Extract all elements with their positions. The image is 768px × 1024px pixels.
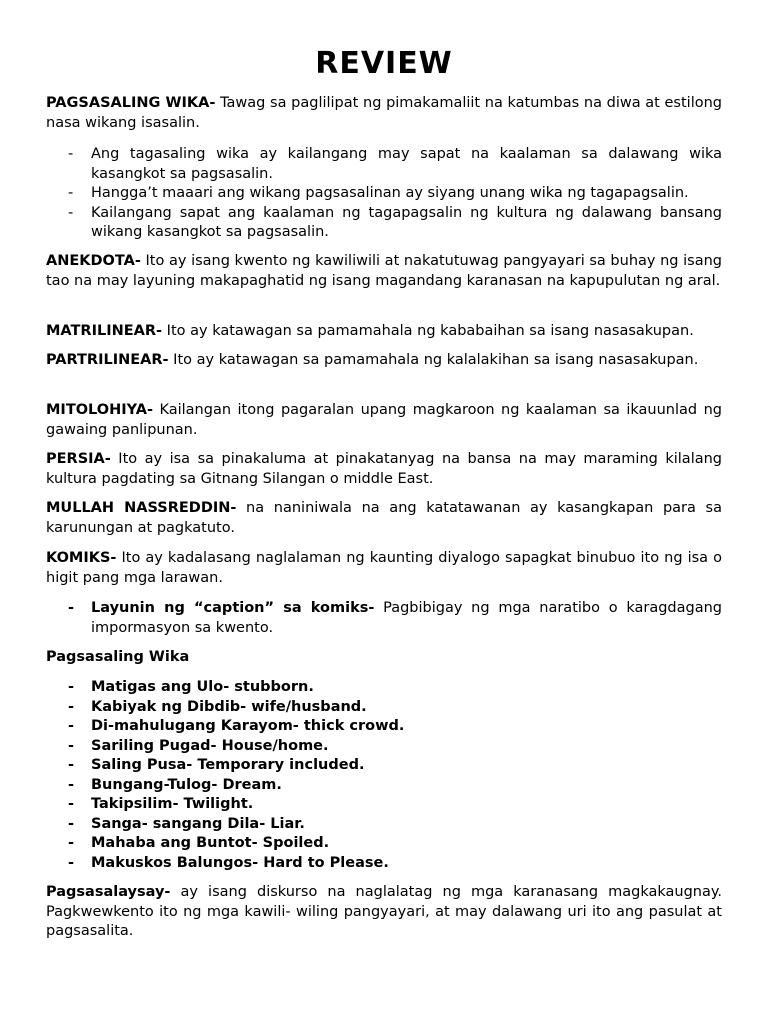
idioms-list xyxy=(46,678,722,873)
dash-marker: - xyxy=(68,815,75,832)
list-item-text: Ang tagasaling wika ay kailangang may sapat na kaalaman sa dalawang wika kasangkot sa pagsasalin. xyxy=(91,146,722,182)
definition-matrilinear xyxy=(46,322,722,342)
list-item xyxy=(46,204,722,243)
definition-komiks xyxy=(46,549,722,588)
list-item xyxy=(46,815,722,835)
definition-partrilinear xyxy=(46,351,722,371)
dash-marker: - xyxy=(68,718,75,734)
term-label: MULLAH NASSREDDIN- xyxy=(46,500,237,516)
dash-marker: - xyxy=(68,796,75,812)
dash-marker: - xyxy=(68,776,75,793)
dash-marker: - xyxy=(68,737,75,754)
list-item xyxy=(46,795,722,815)
definition-mitolohiya xyxy=(46,401,722,440)
list-item xyxy=(46,599,722,638)
section-heading: Pagsasaling Wika xyxy=(46,649,190,665)
list-item xyxy=(46,145,722,184)
list-item-text: Sanga- sangang Dila- Liar. xyxy=(91,815,305,832)
list-item xyxy=(46,184,722,204)
dash-marker: - xyxy=(68,854,75,871)
caption-term: Layunin ng “caption” sa komiks- xyxy=(91,600,375,616)
list-item-text: Di-mahulugang Karayom- thick crowd. xyxy=(91,718,405,734)
list-item-text: Hangga’t maaari ang wikang pagsasalinan ay siyang unang wika ng tagapagsalin. xyxy=(91,185,689,201)
definition-pagsasalaysay xyxy=(46,883,722,942)
term-label: PARTRILINEAR- xyxy=(46,352,169,368)
list-item-text: Sariling Pugad- House/home. xyxy=(91,737,329,754)
definition-mullah-nassreddin xyxy=(46,499,722,538)
list-item-text: Kabiyak ng Dibdib- wife/husband. xyxy=(91,698,367,715)
dash-marker: - xyxy=(68,146,74,162)
list-item-text: Mahaba ang Buntot- Spoiled. xyxy=(91,835,330,851)
dash-marker: - xyxy=(68,835,75,851)
list-item xyxy=(46,717,722,737)
dash-marker: - xyxy=(68,698,75,715)
list-item xyxy=(46,756,722,776)
term-label: KOMIKS- xyxy=(46,550,117,566)
term-label: PERSIA- xyxy=(46,451,111,467)
list-item-text: Takipsilim- Twilight. xyxy=(91,796,254,812)
dash-marker: - xyxy=(68,679,75,695)
list-item xyxy=(46,776,722,796)
definition-text: Ito ay isa sa pinakaluma at pinakatanyag na bansa na may maraming kilalang kultura pagdating sa Gitnang Silangan o middle East. xyxy=(46,451,722,487)
definition-text: na naniniwala na ang katatawanan ay kasangkapan para sa karunungan at pagkatuto. xyxy=(46,500,722,536)
definition-pagsasaling-wika xyxy=(46,94,722,133)
definition-text: Tawag sa paglilipat ng pimakamaliit na katumbas na diwa at estilong nasa wikang isasalin. xyxy=(46,95,722,131)
definition-text: Ito ay kadalasang naglalaman ng kaunting diyalogo sapagkat binubuo ito ng isa o higit pang mga larawan. xyxy=(46,550,722,586)
list-item-text: Bungang-Tulog- Dream. xyxy=(91,776,282,793)
list-item-text: Matigas ang Ulo- stubborn. xyxy=(91,679,314,695)
page-title: REVIEW xyxy=(315,46,453,81)
dash-marker: - xyxy=(68,185,74,201)
list-item xyxy=(46,737,722,757)
list-item xyxy=(46,698,722,718)
list-item xyxy=(46,678,722,698)
term-label: Pagsasalaysay- xyxy=(46,884,171,900)
term-label: MITOLOHIYA- xyxy=(46,402,153,418)
dash-marker: - xyxy=(68,757,75,773)
dash-marker: - xyxy=(68,204,74,221)
komiks-sublist xyxy=(46,599,722,638)
definition-text: Ito ay katawagan sa pamamahala ng kababaihan sa isang nasasakupan. xyxy=(162,323,694,339)
list-item xyxy=(46,854,722,874)
definition-text: Kailangan itong pagaralan upang magkaroon ng kaalaman sa ikauunlad ng gawaing panlipunan. xyxy=(46,402,722,438)
list-item-text: Kailangang sapat ang kaalaman ng tagapagsalin ng kultura ng dalawang bansang wikang kasangkot sa pagsasalin. xyxy=(91,204,722,240)
definition-anekdota xyxy=(46,252,722,291)
caption-text: Pagbibigay ng mga naratibo o karagdagang impormasyon sa kwento. xyxy=(91,600,722,636)
term-label: PAGSASALING WIKA- xyxy=(46,95,216,111)
list-item-text: Saling Pusa- Temporary included. xyxy=(91,757,365,773)
list-item xyxy=(46,834,722,854)
term-label: MATRILINEAR- xyxy=(46,323,163,339)
definition-text: ay isang diskurso na naglalatag ng mga karanasang magkakaugnay. Pagkwewkento ito ng mga kawili- wiling pangyayari, at may dalawang uri ito ang pasulat at pagsasalita. xyxy=(46,884,722,939)
definition-text: Ito ay katawagan sa pamamahala ng kalalakihan sa isang nasasakupan. xyxy=(168,352,699,368)
dash-marker: - xyxy=(68,600,75,616)
definition-text: Ito ay isang kwento ng kawiliwili at nakatutuwag pangyayari sa buhay ng isang tao na may layuning makapaghatid ng isang magandang karanasan na kapupulutan ng aral. xyxy=(46,253,722,289)
term-label: ANEKDOTA- xyxy=(46,253,141,269)
definition-persia xyxy=(46,450,722,489)
list-item-text: Makuskos Balungos- Hard to Please. xyxy=(91,854,389,871)
translation-rules-list xyxy=(46,145,722,243)
